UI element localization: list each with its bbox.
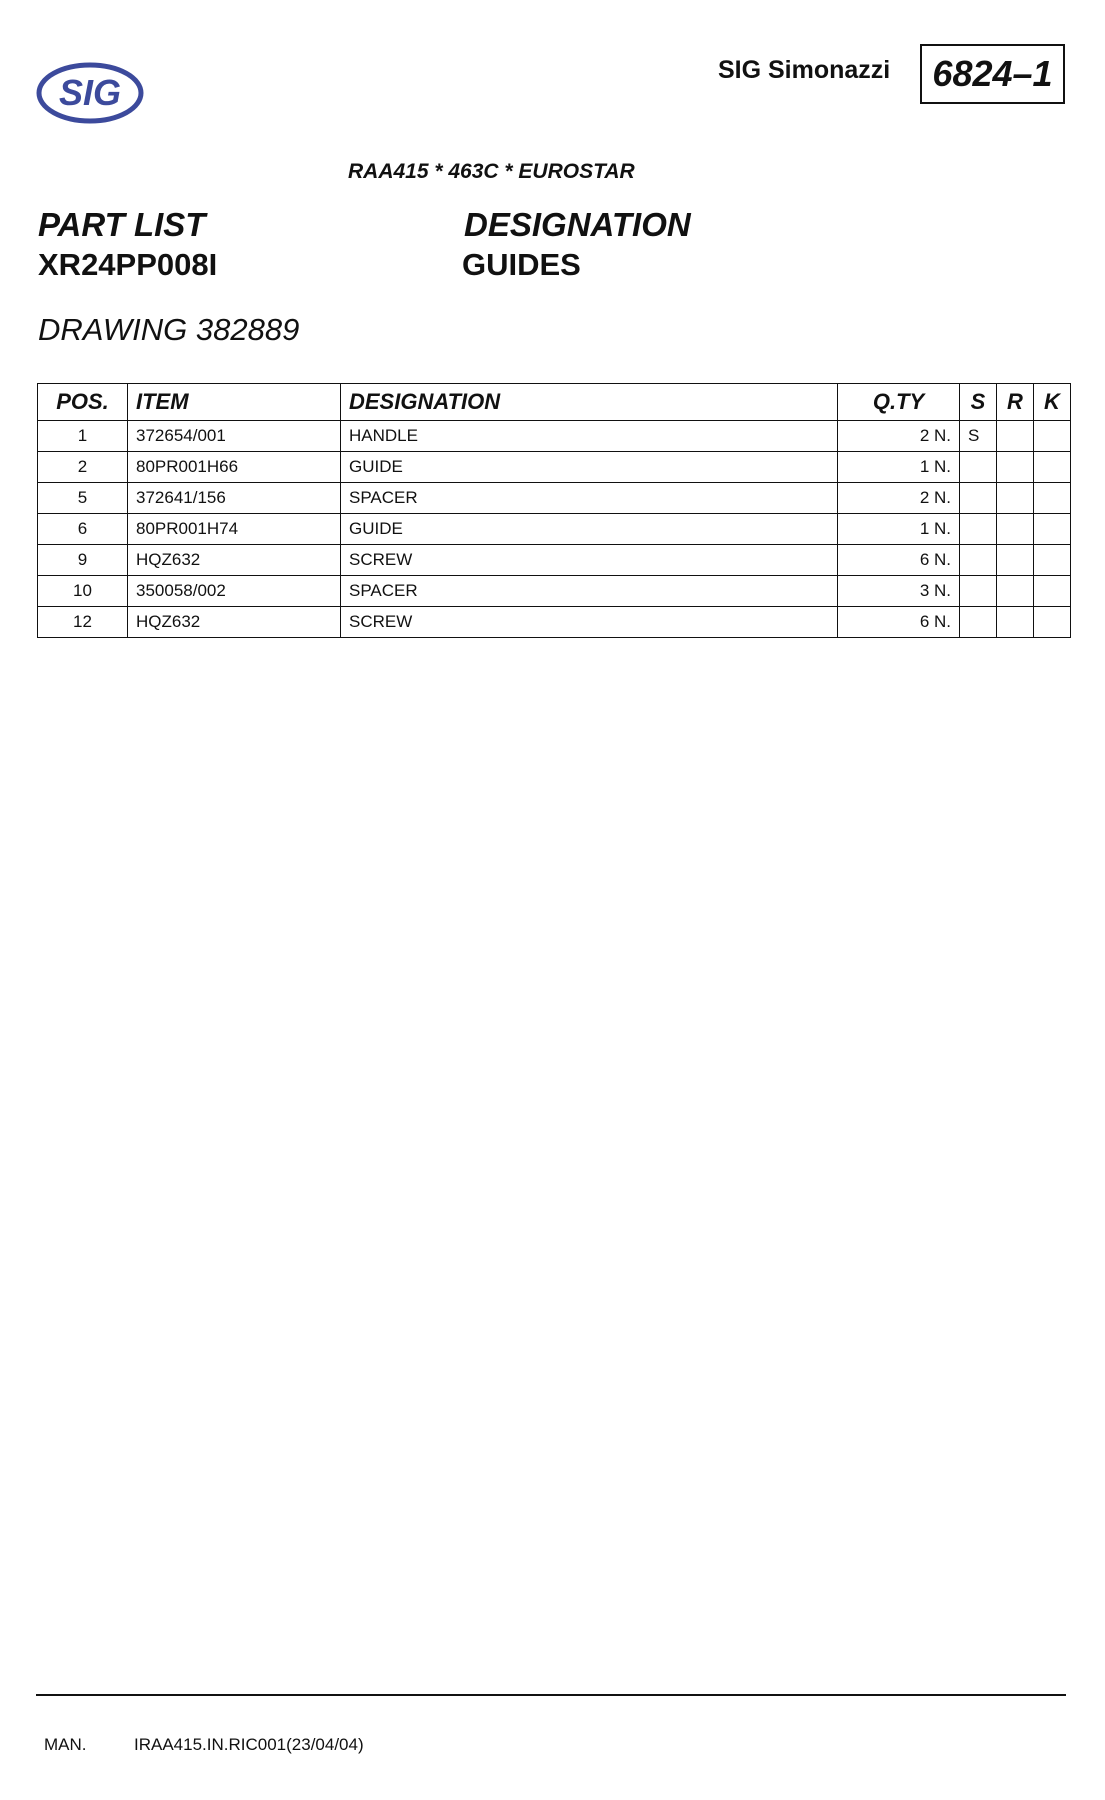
cell-s: S	[960, 421, 997, 452]
model-line: RAA415 * 463C * EUROSTAR	[348, 160, 635, 183]
cell-r	[997, 607, 1034, 638]
table-header-row	[38, 384, 1071, 421]
cell-qty: 6 N.	[838, 607, 960, 638]
cell-item: 80PR001H66	[128, 452, 341, 483]
cell-s	[960, 607, 997, 638]
header-designation: DESIGNATION	[341, 384, 838, 421]
table-row	[38, 483, 1071, 514]
parts-table	[37, 383, 1071, 638]
cell-r	[997, 483, 1034, 514]
table-row	[38, 514, 1071, 545]
cell-qty: 2 N.	[838, 421, 960, 452]
part-list-label: PART LIST	[38, 206, 206, 243]
cell-s	[960, 545, 997, 576]
cell-pos: 1	[38, 421, 128, 452]
table-row	[38, 421, 1071, 452]
cell-qty: 3 N.	[838, 576, 960, 607]
part-list-code: XR24PP008I	[38, 247, 218, 282]
cell-k	[1034, 545, 1071, 576]
cell-designation: GUIDE	[341, 452, 838, 483]
header-s: S	[960, 384, 997, 421]
cell-pos: 2	[38, 452, 128, 483]
cell-designation: SCREW	[341, 545, 838, 576]
header-pos: POS.	[38, 384, 128, 421]
document-number: 6824–1	[920, 44, 1065, 104]
logo-text: SIG	[58, 72, 122, 113]
cell-designation: SPACER	[341, 483, 838, 514]
cell-s	[960, 576, 997, 607]
header-r: R	[997, 384, 1034, 421]
cell-item: 372641/156	[128, 483, 341, 514]
header-item: ITEM	[128, 384, 341, 421]
cell-k	[1034, 514, 1071, 545]
footer-divider	[36, 1694, 1066, 1696]
cell-s	[960, 514, 997, 545]
cell-designation: SCREW	[341, 607, 838, 638]
sig-logo	[36, 62, 144, 124]
designation-value: GUIDES	[462, 247, 581, 282]
cell-pos: 6	[38, 514, 128, 545]
cell-r	[997, 545, 1034, 576]
cell-s	[960, 483, 997, 514]
table-row	[38, 452, 1071, 483]
cell-k	[1034, 607, 1071, 638]
table-row	[38, 576, 1071, 607]
drawing-number: DRAWING 382889	[38, 312, 300, 347]
table-row	[38, 607, 1071, 638]
cell-pos: 12	[38, 607, 128, 638]
cell-designation: HANDLE	[341, 421, 838, 452]
cell-item: HQZ632	[128, 607, 341, 638]
footer-reference: IRAA415.IN.RIC001(23/04/04)	[134, 1735, 364, 1754]
cell-item: 350058/002	[128, 576, 341, 607]
header-qty: Q.TY	[838, 384, 960, 421]
cell-r	[997, 421, 1034, 452]
cell-pos: 5	[38, 483, 128, 514]
cell-qty: 1 N.	[838, 514, 960, 545]
cell-k	[1034, 421, 1071, 452]
footer-man-label: MAN.	[44, 1735, 87, 1754]
cell-pos: 9	[38, 545, 128, 576]
cell-k	[1034, 483, 1071, 514]
cell-designation: SPACER	[341, 576, 838, 607]
table-row	[38, 545, 1071, 576]
company-name: SIG Simonazzi	[718, 56, 891, 84]
cell-k	[1034, 576, 1071, 607]
cell-qty: 2 N.	[838, 483, 960, 514]
cell-k	[1034, 452, 1071, 483]
cell-pos: 10	[38, 576, 128, 607]
cell-r	[997, 576, 1034, 607]
cell-s	[960, 452, 997, 483]
cell-designation: GUIDE	[341, 514, 838, 545]
cell-qty: 6 N.	[838, 545, 960, 576]
cell-r	[997, 514, 1034, 545]
designation-label: DESIGNATION	[464, 206, 691, 243]
cell-item: HQZ632	[128, 545, 341, 576]
cell-item: 80PR001H74	[128, 514, 341, 545]
cell-item: 372654/001	[128, 421, 341, 452]
header-k: K	[1034, 384, 1071, 421]
cell-r	[997, 452, 1034, 483]
cell-qty: 1 N.	[838, 452, 960, 483]
